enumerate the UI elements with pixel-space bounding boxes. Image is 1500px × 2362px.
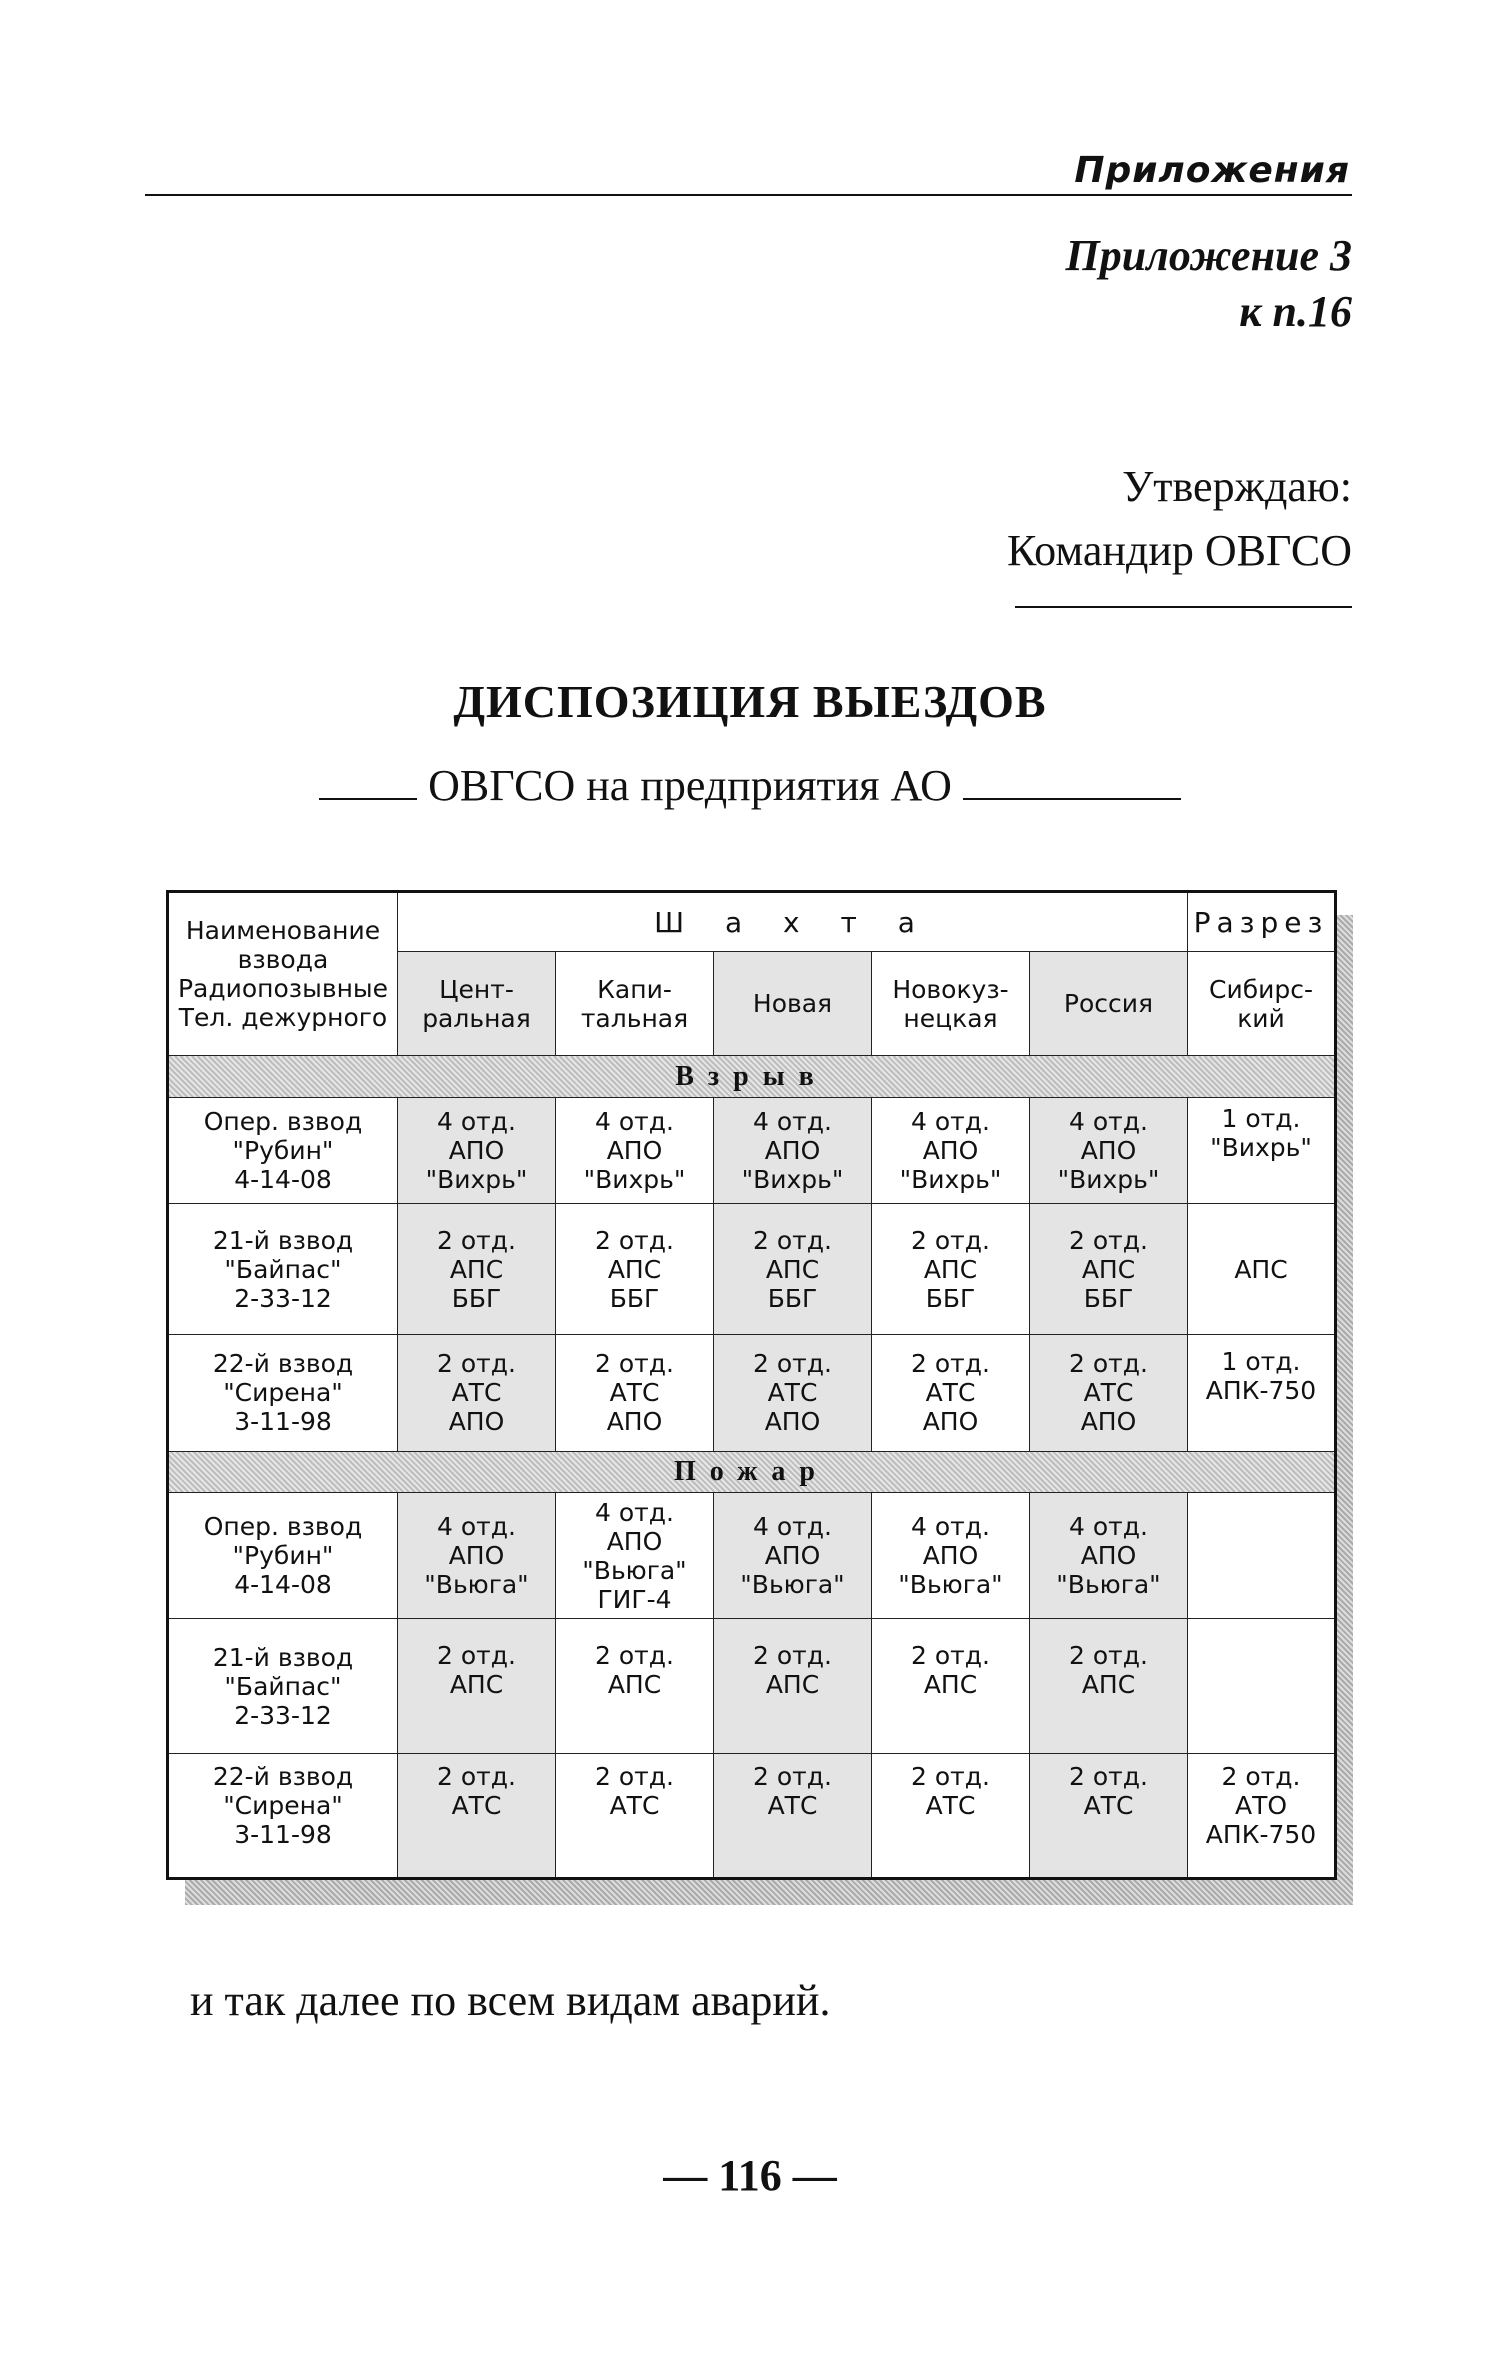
table-cell: 4 отд. АПО "Вихрь" xyxy=(398,1097,556,1203)
table-cell: 2 отд. АТС АПО xyxy=(1030,1335,1188,1451)
document-title: ДИСПОЗИЦИЯ ВЫЕЗДОВ xyxy=(453,676,1047,727)
column-header: Новокуз- нецкая xyxy=(872,952,1030,1056)
table-cell: 2 отд. АПС ББГ xyxy=(714,1203,872,1334)
table-cell: 2 отд. АПС ББГ xyxy=(872,1203,1030,1334)
table-cell: 2 отд. АТС xyxy=(714,1754,872,1879)
section-label: Пожар xyxy=(168,1451,1336,1493)
table-cell: 4 отд. АПО "Вихрь" xyxy=(872,1097,1030,1203)
row-header-cell: Наименование взвода Радиопозывные Тел. дежурного xyxy=(168,892,398,1056)
table-cell: 4 отд. АПО "Вихрь" xyxy=(556,1097,714,1203)
table-cell xyxy=(1188,1618,1336,1753)
blank-line-left xyxy=(319,794,417,800)
column-header: Новая xyxy=(714,952,872,1056)
appendix-number: Приложение 3 xyxy=(1065,231,1352,280)
table-cell: 2 отд. АПС ББГ xyxy=(398,1203,556,1334)
unit-cell: 21-й взвод "Байпас" 2-33-12 xyxy=(168,1203,398,1334)
table-cell: 4 отд. АПО "Вьюга" xyxy=(1030,1493,1188,1619)
group-header-shakhta: Ш а х т а xyxy=(398,892,1188,952)
table-cell: 4 отд. АПО "Вьюга" ГИГ-4 xyxy=(556,1493,714,1619)
unit-cell: 21-й взвод "Байпас" 2-33-12 xyxy=(168,1618,398,1753)
group-header-razrez: Разрез xyxy=(1188,892,1336,952)
table-cell: 4 отд. АПО "Вьюга" xyxy=(714,1493,872,1619)
section-label: Взрыв xyxy=(168,1056,1336,1098)
table-cell: 2 отд. АТС xyxy=(398,1754,556,1879)
table-cell: 2 отд. АТС АПО xyxy=(556,1335,714,1451)
signature-line xyxy=(1015,606,1352,608)
subtitle-text: ОВГСО на предприятия АО xyxy=(428,761,952,810)
table-cell: АПС xyxy=(1188,1203,1336,1334)
table-cell: 2 отд. АТС xyxy=(872,1754,1030,1879)
section-row xyxy=(168,1451,1336,1493)
approval-block xyxy=(1007,455,1352,583)
table-cell: 4 отд. АПО "Вьюга" xyxy=(398,1493,556,1619)
table-cell: 1 отд. АПК-750 xyxy=(1188,1335,1336,1451)
disposition-table xyxy=(166,890,1337,1880)
page-number: — 116 — xyxy=(663,2151,837,2200)
column-header: Цент- ральная xyxy=(398,952,556,1056)
table-row xyxy=(168,1335,1336,1451)
column-header: Капи- тальная xyxy=(556,952,714,1056)
table-row xyxy=(168,1493,1336,1619)
table-cell: 4 отд. АПО "Вьюга" xyxy=(872,1493,1030,1619)
table-cell xyxy=(1188,1493,1336,1619)
blank-line-right xyxy=(963,794,1181,800)
appendix-label xyxy=(1066,228,1352,340)
running-head: Приложения xyxy=(1074,150,1350,191)
appendix-reference: к п.16 xyxy=(1239,287,1352,336)
approval-position: Командир ОВГСО xyxy=(1007,526,1352,575)
column-header: Россия xyxy=(1030,952,1188,1056)
table-cell: 2 отд. АПС xyxy=(398,1618,556,1753)
table-cell: 2 отд. АПС xyxy=(1030,1618,1188,1753)
table-cell: 2 отд. АПС xyxy=(556,1618,714,1753)
table-cell: 4 отд. АПО "Вихрь" xyxy=(714,1097,872,1203)
closing-text: и так далее по всем видам аварий. xyxy=(190,1976,831,2025)
table-row xyxy=(168,1097,1336,1203)
section-row xyxy=(168,1056,1336,1098)
approval-heading: Утверждаю: xyxy=(1122,462,1352,511)
table-cell: 1 отд. "Вихрь" xyxy=(1188,1097,1336,1203)
table-cell: 2 отд. АПС ББГ xyxy=(1030,1203,1188,1334)
table-row xyxy=(168,1203,1336,1334)
header-rule xyxy=(145,194,1352,196)
unit-cell: Опер. взвод "Рубин" 4-14-08 xyxy=(168,1097,398,1203)
table-cell: 2 отд. АПС ББГ xyxy=(556,1203,714,1334)
table-row xyxy=(168,1618,1336,1753)
column-header: Сибирс- кий xyxy=(1188,952,1336,1056)
table-row xyxy=(168,1754,1336,1879)
table-cell: 4 отд. АПО "Вихрь" xyxy=(1030,1097,1188,1203)
unit-cell: 22-й взвод "Сирена" 3-11-98 xyxy=(168,1335,398,1451)
table-header-row xyxy=(168,892,1336,952)
document-subtitle xyxy=(0,760,1500,811)
table-cell: 2 отд. АТО АПК-750 xyxy=(1188,1754,1336,1879)
table-cell: 2 отд. АТС АПО xyxy=(714,1335,872,1451)
unit-cell: 22-й взвод "Сирена" 3-11-98 xyxy=(168,1754,398,1879)
unit-cell: Опер. взвод "Рубин" 4-14-08 xyxy=(168,1493,398,1619)
table-cell: 2 отд. АТС xyxy=(556,1754,714,1879)
table-cell: 2 отд. АТС АПО xyxy=(872,1335,1030,1451)
table-cell: 2 отд. АПС xyxy=(714,1618,872,1753)
table-cell: 2 отд. АТС АПО xyxy=(398,1335,556,1451)
table-cell: 2 отд. АПС xyxy=(872,1618,1030,1753)
table-cell: 2 отд. АТС xyxy=(1030,1754,1188,1879)
